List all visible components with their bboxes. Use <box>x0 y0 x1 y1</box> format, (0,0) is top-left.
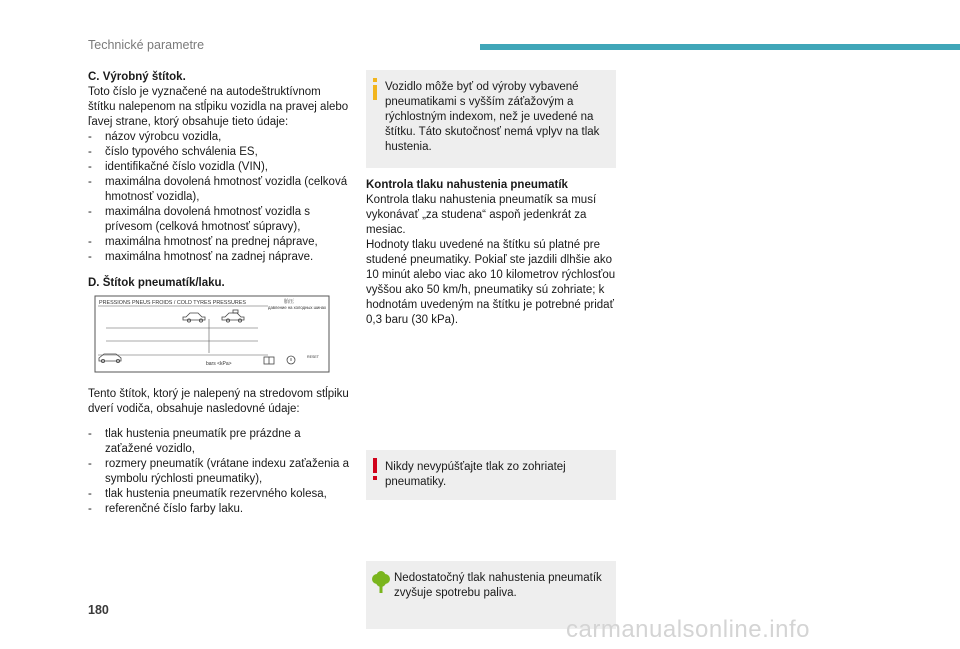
section-d-heading: D. Štítok pneumatík/laku. <box>88 277 225 289</box>
label-chinese-text: 胎压 <box>284 299 295 305</box>
section-d-body <box>88 387 350 517</box>
warning-box <box>366 450 616 500</box>
label-header-text: PRESSIONS PNEUS FROIDS / COLD TYRES PRESSURES <box>99 300 246 306</box>
list-item: - maximálna hmotnosť na prednej nápravе, <box>88 235 350 250</box>
list-item: - maximálna dovolená hmotnosť vozidla s prívesom (celková hmotnosť súpravy), <box>88 205 350 235</box>
pressure-check-heading: Kontrola tlaku nahustenia pneumatík <box>366 179 568 191</box>
warning-text: Nikdy nevypúšťajte tlak zo zohriatej pneumatiky. <box>385 461 566 488</box>
header-accent-bar <box>480 44 960 50</box>
eco-text: Nedostatočný tlak nahustenia pneumatík zvyšuje spotrebu paliva. <box>394 572 602 599</box>
tyre-pressure-label-image <box>94 295 330 373</box>
watermark: carmanualsonline.info <box>566 616 810 643</box>
list-item: - rozmery pneumatík (vrátane indexu zaťaženia a symbolu rýchlosti pneumatiky), <box>88 457 350 487</box>
section-c-intro: Toto číslo je vyznačené na autodeštruktívnom štítku nalepenom na stĺpiku vozidla na pravej alebo ľavej strane, ktorý obsahuje tieto údaje: <box>88 86 349 128</box>
section-title: Technické parametre <box>88 38 205 52</box>
section-c-list <box>88 130 350 265</box>
warning-icon <box>370 458 380 480</box>
info-icon <box>370 78 380 100</box>
label-reset-text: RESET <box>307 355 319 359</box>
info-text: Vozidlo môže byť od výroby vybavené pneumatikami s vyšším záťažovým a rýchlostným indexom, než je uvedené na štítku. Táto skutočnosť nemá vplyv na tlak hustenia. <box>385 81 600 153</box>
list-item: - tlak hustenia pneumatík pre prázdne a zaťažené vozidlo, <box>88 427 350 457</box>
left-column <box>88 70 350 291</box>
list-item: - maximálna hmotnosť na zadnej náprave. <box>88 250 350 265</box>
section-c-heading: C. Výrobný štítok. <box>88 71 186 83</box>
pressure-check-p2: Hodnoty tlaku uvedené na štítku sú platné pre studené pneumatiky. Pokiaľ ste jazdili dlhšie ako 10 minút alebo viac ako 10 kilometrov rýchlosťou vyššou ako 50 km/h, pneumatiky sú zohriate; k hodnotám uvedeným na štítku je potrebné pridať 0,3 baru (30 kPa). <box>366 239 616 326</box>
section-d-intro: Tento štítok, ktorý je nalepený na stredovom stĺpiku dverí vodiča, obsahuje nasledovné údaje: <box>88 388 349 415</box>
pressure-check-p1: Kontrola tlaku nahustenia pneumatík sa musí vykonávať „za studena“ aspoň jedenkrát za mesiac. <box>366 194 597 236</box>
list-item: - referenčné číslo farby laku. <box>88 502 350 517</box>
label-cyrillic-text: давление на холодных шинах <box>268 305 327 310</box>
list-item: - tlak hustenia pneumatík rezervného kolesa, <box>88 487 350 502</box>
label-units-text: bars <kPa> <box>206 361 232 367</box>
pressure-check-section <box>366 178 618 328</box>
list-item: - číslo typového schválenia ES, <box>88 145 350 160</box>
info-box <box>366 70 616 168</box>
page-number: 180 <box>88 603 109 617</box>
eco-tree-icon <box>371 571 391 593</box>
list-item: - názov výrobcu vozidla, <box>88 130 350 145</box>
list-item: - maximálna dovolená hmotnosť vozidla (celková hmotnosť vozidla), <box>88 175 350 205</box>
list-item: - identifikačné číslo vozidla (VIN), <box>88 160 350 175</box>
section-d-list <box>88 427 350 517</box>
